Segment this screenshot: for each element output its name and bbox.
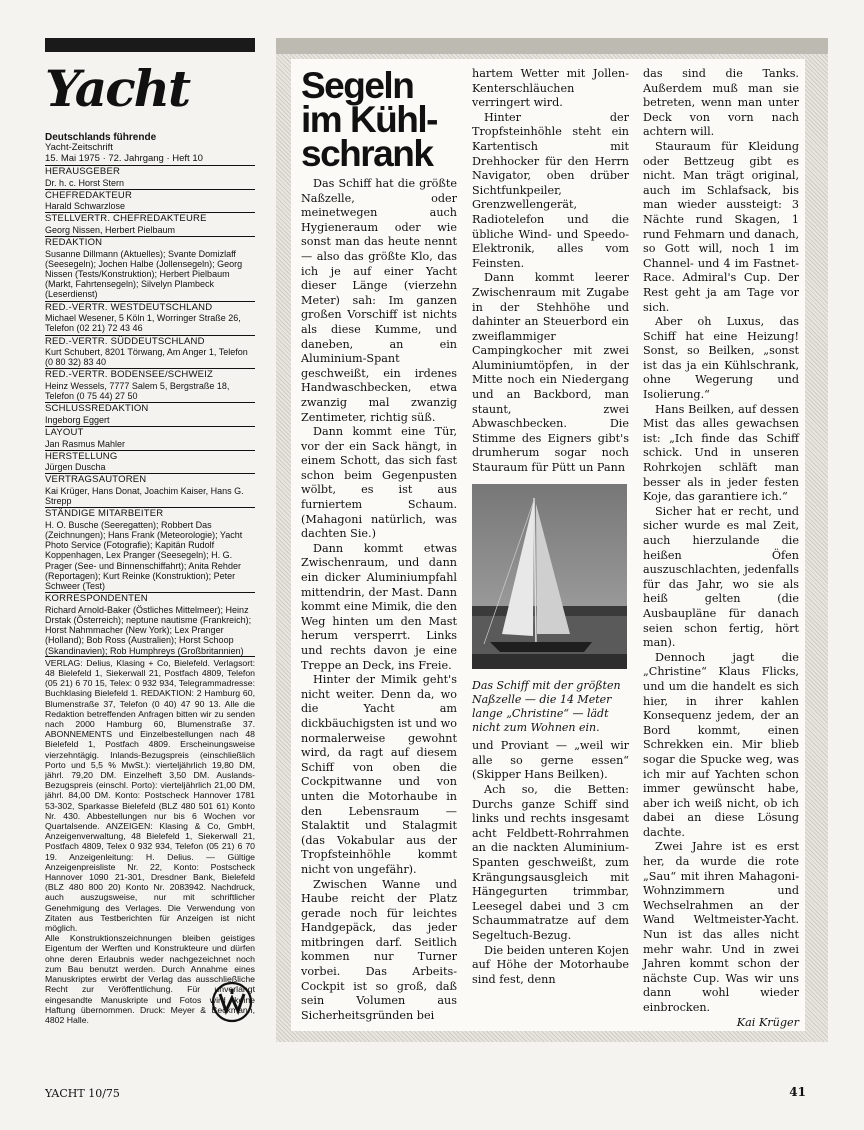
section-text: Heinz Wessels, 7777 Salem 5, Bergstraße 18, Telefon (0 75 44) 27 50 — [45, 380, 230, 402]
section-text: Kurt Schubert, 8201 Törwang, Am Anger 1, Telefon (0 80 32) 83 40 — [45, 347, 248, 368]
section-text: Jürgen Duscha — [45, 462, 106, 473]
masthead-section — [45, 507, 255, 591]
ivw-seal-icon — [211, 981, 253, 1023]
column-2-text-top — [472, 67, 629, 476]
masthead-section — [45, 165, 255, 188]
headline-line: im Kühl- — [301, 99, 437, 140]
paragraph: Das Schiff hat die größte Naßzelle, oder meinetwegen auch Hygieneraum oder wie sonst man das heute nennt — also das größte Klo, das ich je auf einer Yacht dieser Länge (vierzehn Meter) sah: Im ganzen großen Vorschiff ist nichts als diese Kumme, und daneben, an ein Aluminium-Spant geschweißt, ein irdenes Handwaschbecken, etwa zwanzig mal zwanzig Zentimeter, richtig süß. — [301, 177, 457, 424]
section-text: H. O. Busche (Seeregatten); Robbert Das (Zeichnungen); Hans Frank (Meteorologie); Yacht Photo Service (Fotografie); Kapitän Rudolf Koppenhagen, Lex Pranger (Seesegeln); H. G. Prager (See- und Binnenschiffahrt); Anita Rehder (Reportagen); Kurt Reinke (Konstruktion); Peter Schweer (Test) — [45, 519, 243, 592]
section-text: Kai Krüger, Hans Donat, Joachim Kaiser, Hans G. Strepp — [45, 485, 244, 507]
article-top-bar — [276, 38, 828, 54]
section-heading: CHEFREDAKTEUR — [45, 189, 133, 201]
rights-text: Alle Konstruktionszeichnungen bleiben geistiges Eigentum der Werften und Konstrukteure und dürfen ohne deren Erlaubnis weder nachgezeichnet noch zum Bau benutzt werden. Durch Annahme eines Manuskriptes erwirbt der Verlag das ausschließliche Recht zur Veröffentlichung. Für unverlangt eingesandte Manuskripte und Fotos wird keine Haftung übernommen. Druck: Meyer & Beckmann, 4802 Halle. — [45, 933, 255, 1025]
masthead-column — [45, 56, 255, 1041]
rights-block — [45, 933, 255, 1025]
photo-caption: Das Schiff mit der größten Naßzelle — die 14 Meter lange „Christine“ — lädt nicht zum Wohnen ein. — [472, 679, 621, 735]
section-heading: VERTRAGSAUTOREN — [45, 474, 147, 486]
section-heading: SCHLUSSREDAKTION — [45, 403, 149, 415]
article-body — [291, 59, 805, 1031]
article-column-1 — [301, 67, 457, 1023]
section-heading: KORRESPONDENTEN — [45, 593, 148, 605]
tagline: Deutschlands führende — [45, 132, 157, 143]
section-text: Ingeborg Eggert — [45, 414, 110, 425]
section-heading: HERSTELLUNG — [45, 450, 118, 462]
paragraph: und Proviant — „weil wir alle so gerne essen“ (Skipper Hans Beilken). — [472, 739, 629, 782]
paragraph: Stauraum für Kleidung oder Bettzeug gibt es nicht. Man trägt original, auch im Schlafsack, bis man wieder aussteigt: 3 Nächte rund Skagen, 1 rund Fehmarn und danach, so Gott will, noch 1 im Channel- und 4 im Fastnet-Race. Admiral's Cup. Der Rest geht ja am Tage vor sich. — [643, 139, 799, 314]
paragraph: Aber oh Luxus, das Schiff hat eine Heizung! Sonst, so Beilken, „sonst ist das ja ein Kühlschrank, ohne Wegerung und Isolierung.“ — [643, 315, 799, 402]
section-text: Jan Rasmus Mahler — [45, 438, 126, 449]
section-heading: HERAUSGEBER — [45, 166, 121, 177]
article-column-3 — [643, 67, 799, 1030]
issue-info: 15. Mai 1975 · 72. Jahrgang · Heft 10 — [45, 152, 203, 164]
masthead-section — [45, 402, 255, 425]
masthead-section — [45, 473, 255, 506]
section-text: Dr. h. c. Horst Stern — [45, 177, 125, 188]
article-column-2 — [472, 67, 629, 987]
section-text: Susanne Dillmann (Aktuelles); Svante Domizlaff (Seesegeln); Jochen Halbe (Jollensegeln); Georg Nissen (Tests/Konstruktion); Herbert Pielbaum (Markt, Fahrtensegeln); Silvelyn Plambeck (Leserdienst) — [45, 248, 243, 300]
masthead-section — [45, 236, 255, 300]
paragraph: Hinter der Tropfsteinhöhle steht ein Kartentisch mit Drehhocker für den Herrn Navigator, oben drüber Sichtfunkpeiler, Grenzwellengerät, Radiotelefon und die übliche Wind- und Speedo-Elektronik, alles vom Feinsten. — [472, 110, 629, 270]
sailboat-photo — [472, 484, 627, 669]
paragraph: Sicher hat er recht, und sicher wurde es mal Zeit, auch hierzulande die heißen Öfen auszuschlachten, jedenfalls für das Jahr, wo sie als heiß gelten (die Ausbaupläne für danach seien schon fertig, hört man). — [643, 504, 799, 650]
section-text: Harald Schwarzlose — [45, 201, 126, 212]
footer-issue: YACHT 10/75 — [45, 1087, 120, 1100]
section-heading: STELLVERTR. CHEFREDAKTEURE — [45, 213, 207, 225]
section-heading: RED.-VERTR. BODENSEE/SCHWEIZ — [45, 369, 213, 381]
paragraph: das sind die Tanks. Außerdem muß man sie betreten, wenn man unter Deck von vorn nach achtern will. — [643, 67, 799, 139]
paragraph: Dennoch jagt die „Christine“ Klaus Flicks, und um die handelt es sich hier, in ihrer kahlen Konsequenz jedem, der an Bord kommt, einen Schrekken ein. Mir blieb sogar die Spucke weg, was ich mir auf Yachten schon immer gewünscht habe, aber ich weiß nicht, ob ich dabei an diese Lösung dachte. — [643, 650, 799, 839]
column-1-text — [301, 177, 457, 1023]
masthead-section — [45, 301, 255, 334]
section-heading: RED.-VERTR. SÜDDEUTSCHLAND — [45, 335, 205, 347]
paragraph: Die beiden unteren Kojen auf Höhe der Motorhaube sind fest, denn — [472, 943, 629, 986]
masthead-section — [45, 368, 255, 401]
section-heading: REDAKTION — [45, 237, 103, 249]
paragraph: Hans Beilken, auf dessen Mist das alles gewachsen ist: „Ich finde das Schiff schick. Und in unseren Rohrkojen schläft man besser als in jeder festen Koje, das garantiere ich.“ — [643, 402, 799, 504]
paragraph: Dann kommt eine Tür, vor der ein Sack hängt, in einem Schott, das sich fast schon beim Gegenpusten wölbt, es ist aus furniertem Schaum. (Mahagoni natürlich, was dachten Sie.) — [301, 425, 457, 541]
imprint-text: VERLAG: Delius, Klasing + Co, Bielefeld. Verlagsort: 48 Bielefeld 1, Siekerwall 21, Postfach 4809, Telefon (05 21) 6 70 15, Telex: 0 932 934, Telegrammadresse: Buchklasing Bielefeld 1. REDAKTION: 2 Hamburg 60, Blumenstraße 37, Telefon (0 40) 47 90 13. Alle die Redaktion betreffenden Anfragen bitten wir zu senden nach 2000 Hamburg 60, Blumenstraße 37. ABONNEMENTS und Einzelbestellungen nach 48 Bielefeld 1, Postfach 4809. Erscheinungsweise vierzehntägig. Inlands-Bezugspreis (einschließlich Porto und 5,5 % MwSt.): vierteljährlich 19,80 DM, jährl. 79,20 DM. Einzelheft 3,50 DM. Auslands-Bezugspreis (einschl. Porto): vierteljährlich 21,00 DM, jährl. 84,00 DM. Konto: Postscheck Hannover 1781 53-302, Sparkasse Bielefeld (BLZ 480 501 61) Konto Nr. 430. Abbestellungen nur bis 6 Wochen vor Quartalsende. ANZEIGEN: Klasing & Co, GmbH, Anzeigenverwaltung, 48 Bielefeld 1, Siekerwall 21, Postfach 4809, Telex 0 932 934, Telefon (05 21) 6 70 19. Anzeigenleitung: H. Delius. — Gültige Anzeigenpreisliste Nr. 22, Konto: Postscheck Hannover 1090 21-301, Dresdner Bank, Bielefeld (BLZ 480 800 20) Konto Nr. 2083942. Nachdruck, auch auszugsweise, nur mit schriftlicher Genehmigung des Verlages. Die Verwendung von Zitaten aus Testberichten für Anzeigen ist nicht möglich. — [45, 657, 255, 934]
masthead-section — [45, 426, 255, 449]
column-2-text-bottom — [472, 739, 629, 987]
masthead-section — [45, 189, 255, 212]
article-headline — [301, 65, 457, 174]
paragraph: Zwei Jahre ist es erst her, da wurde die rote „Sau“ mit ihren Mahagoni-Wohnzimmern und Wechselrahmen an der Wand Weltmeister-Yacht. Nun ist das alles nicht mehr wahr. Und in zwei Jahren kommt schon der nächste Cup. Was wir uns dann wohl wieder einbrocken. — [643, 840, 799, 1014]
section-text: Michael Wesener, 5 Köln 1, Worringer Straße 26, Telefon (02 21) 72 43 46 — [45, 313, 241, 334]
paragraph: hartem Wetter mit Jollen-Kenterschläuchen verringert wird. — [472, 67, 629, 110]
section-heading: STÄNDIGE MITARBEITER — [45, 508, 164, 520]
section-text: Georg Nissen, Herbert Pielbaum — [45, 224, 176, 235]
masthead-sections — [45, 165, 255, 656]
paragraph: Ach so, die Betten: Durchs ganze Schiff sind links und rechts insgesamt acht Feldbett-Rohrrahmen an die nackten Aluminium-Spanten geschweißt, zum Krängungsausgleich mit Hängegurten trimmbar, Leesegel dabei und 3 cm Schaummatratze auf dem Segeltuch-Bezug. — [472, 783, 629, 942]
masthead-section — [45, 212, 255, 235]
headline-line: schrank — [301, 133, 433, 174]
section-text: Richard Arnold-Baker (Östliches Mittelmeer); Heinz Drstak (Österreich); neptune nautisme (Frankreich); Horst Nahmmacher (New York); Lex Pranger (Holland); Bob Ross (Australien); Horst Schoop (Skandinavien); Rob Humphreys (Großbritannien) — [45, 604, 252, 656]
section-heading: LAYOUT — [45, 427, 84, 439]
subtitle: Yacht-Zeitschrift — [45, 142, 113, 153]
author-byline: Kai Krüger — [736, 1015, 799, 1029]
paragraph: Hinter der Mimik geht's nicht weiter. Denn da, wo die Yacht am dickbäuchigsten ist und wo normalerweise gewohnt wird, da ragt auf diesem Schiff von oben die Cockpitwanne und von unten die Motorhaube in den Lebensraum — Stalaktit und Stalagmit (das Vokabular aus der Tropfsteinhöhle kommt nicht von ungefähr). — [301, 673, 457, 876]
yacht-logo: Yacht — [45, 59, 190, 118]
headline-line: Segeln — [301, 65, 414, 106]
paragraph: Zwischen Wanne und Haube reicht der Platz gerade noch für leichtes Handgepäck, das jeder mitbringen darf. Seitlich kommen nur Turner vorbei. Das Arbeits-Cockpit ist so groß, daß sein Volumen aus Sicherheitsgründen bei — [301, 877, 457, 1022]
article-frame — [276, 54, 828, 1042]
masthead-section — [45, 335, 255, 368]
paragraph: Dann kommt etwas Zwischenraum, und dann ein dicker Aluminiumpfahl mittendrin, der Mast. Dann kommt eine Mimik, die den Weg hinten um den Mast herum versperrt. Links und rechts davon je eine Treppe an Deck, ins Freie. — [301, 541, 457, 672]
masthead-section — [45, 592, 255, 656]
column-3-text — [643, 67, 799, 1016]
paragraph: Dann kommt leerer Zwischenraum mit Zugabe in der Stehhöhe und dahinter an Steuerbord ein zweiflammiger Campingkocher mit zwei Aluminiumtöpfen, in der Mitte noch ein Niedergang und an Backbord, man staunt, zwei Abwaschbecken. Die Stimme des Eigners gibt's drumherum sogar noch Stauraum für Pütt un Pann — [472, 271, 629, 475]
page-number: 41 — [789, 1085, 806, 1099]
section-heading: RED.-VERTR. WESTDEUTSCHLAND — [45, 301, 213, 313]
masthead-section — [45, 450, 255, 473]
masthead-top-bar — [45, 38, 255, 52]
